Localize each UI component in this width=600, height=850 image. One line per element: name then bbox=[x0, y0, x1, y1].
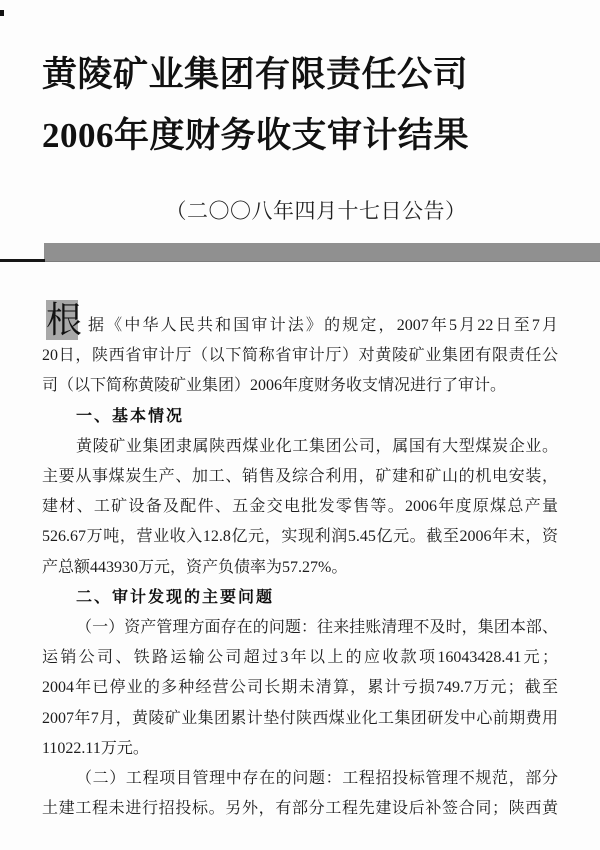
drop-cap: 根 bbox=[46, 300, 83, 340]
body-line: 建材、工矿设备及配件、五金交电批发零售等。2006年度原煤总产量 bbox=[42, 498, 558, 516]
body-line: 司（以下简称黄陵矿业集团）2006年度财务收支情况进行了审计。 bbox=[42, 377, 507, 395]
body-line: 2004年已停业的多种经营公司长期未清算，累计亏损749.7万元；截至 bbox=[42, 679, 558, 697]
title-line-2: 2006年度财务收支审计结果 bbox=[42, 116, 470, 155]
body-line: 黄陵矿业集团隶属陕西煤业化工集团公司，属国有大型煤炭企业。 bbox=[76, 437, 558, 455]
page-edge-mark bbox=[0, 10, 4, 16]
body-line: 主要从事煤炭生产、加工、销售及综合利用，矿建和矿山的机电安装， bbox=[42, 468, 558, 486]
body-line: （一）资产管理方面存在的问题：往来挂账清理不及时，集团本部、 bbox=[76, 619, 558, 637]
body-line: 产总额443930万元，资产负债率为57.27%。 bbox=[42, 558, 348, 576]
body-line: 20日，陕西省审计厅（以下简称省审计厅）对黄陵矿业集团有限责任公 bbox=[42, 347, 558, 365]
body-line: 526.67万吨，营业收入12.8亿元，实现利润5.45亿元。截至2006年末，资 bbox=[42, 528, 558, 546]
body-line: 运销公司、铁路运输公司超过3年以上的应收款项16043428.41元； bbox=[42, 649, 558, 667]
body-line: （二）工程项目管理中存在的问题：工程招投标管理不规范，部分 bbox=[76, 770, 558, 788]
title-line-1: 黄陵矿业集团有限责任公司 bbox=[42, 55, 469, 94]
body-line: 2007年7月，黄陵矿业集团累计垫付陕西煤业化工集团研发中心前期费用 bbox=[42, 709, 558, 727]
body-line: 据《中华人民共和国审计法》的规定，2007年5月22日至7月 bbox=[88, 317, 558, 334]
divider-left-rule bbox=[0, 259, 45, 262]
section-divider-bar bbox=[44, 243, 600, 262]
body-line: 土建工程未进行招投标。另外，有部分工程先建设后补签合同；陕西黄 bbox=[42, 800, 558, 818]
section-heading: 一、基本情况 bbox=[76, 407, 185, 425]
body-line: 11022.11万元。 bbox=[42, 739, 149, 757]
section-heading: 二、审计发现的主要问题 bbox=[76, 588, 275, 606]
announcement-date: （二〇〇八年四月十七日公告） bbox=[165, 200, 467, 223]
body-text bbox=[42, 311, 558, 824]
document-title bbox=[42, 44, 469, 166]
